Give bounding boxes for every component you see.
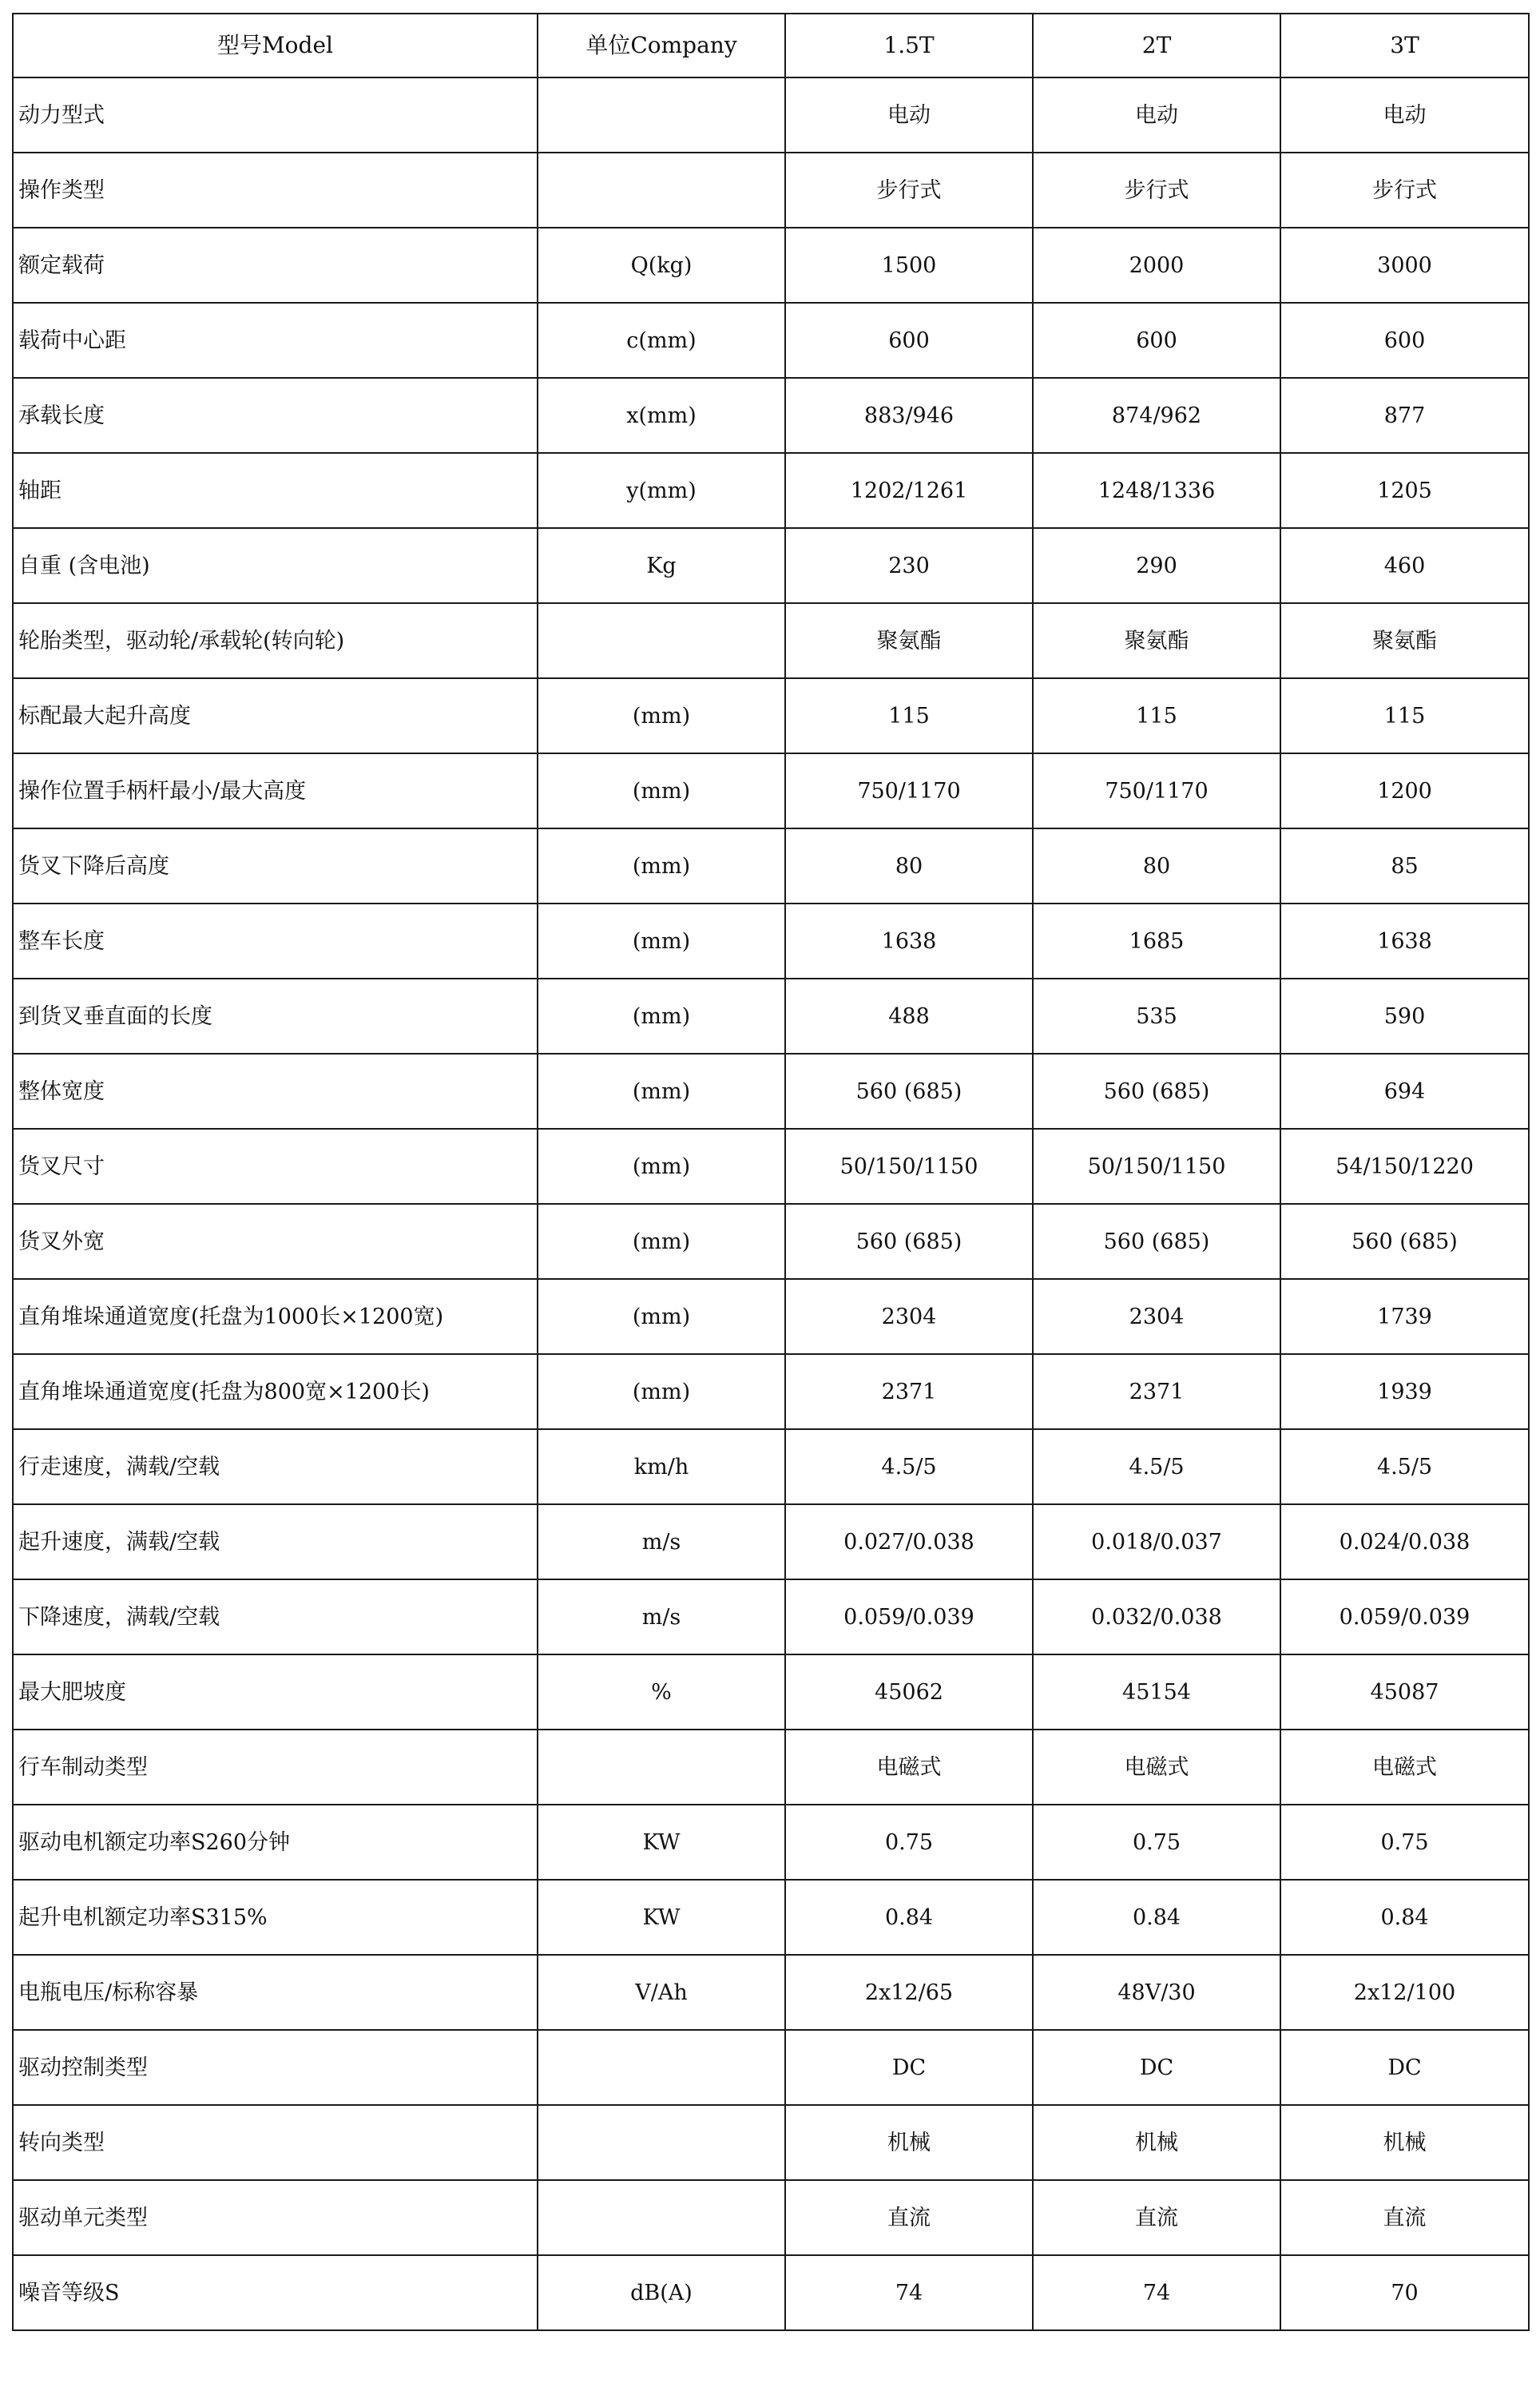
spec-name: 额定载荷 [13, 228, 538, 303]
spec-name: 整体宽度 [13, 1054, 538, 1129]
spec-value-model-2: 48V/30 [1033, 1955, 1280, 2030]
spec-name: 转向类型 [13, 2105, 538, 2180]
spec-row [13, 378, 1529, 453]
spec-row [13, 1054, 1529, 1129]
spec-unit: (mm) [538, 753, 785, 828]
spec-unit: (mm) [538, 1129, 785, 1204]
spec-value-model-1: 1202/1261 [785, 453, 1033, 528]
spec-value-model-2: 1685 [1033, 904, 1280, 979]
spec-value-model-3: 0.059/0.039 [1280, 1579, 1529, 1654]
spec-row [13, 1579, 1529, 1654]
spec-row [13, 303, 1529, 378]
spec-unit: (mm) [538, 1279, 785, 1354]
header-model-1: 1.5T [785, 14, 1033, 77]
spec-value-model-2: 0.75 [1033, 1805, 1280, 1880]
spec-value-model-2: 115 [1033, 678, 1280, 753]
spec-value-model-1: 560 (685) [785, 1054, 1033, 1129]
spec-value-model-1: 0.84 [785, 1880, 1033, 1955]
spec-value-model-3: 直流 [1280, 2180, 1529, 2255]
spec-value-model-1: 电动 [785, 77, 1033, 153]
spec-value-model-2: 2000 [1033, 228, 1280, 303]
spec-row [13, 528, 1529, 603]
spec-unit: y(mm) [538, 453, 785, 528]
spec-value-model-3: 590 [1280, 979, 1529, 1054]
spec-value-model-1: 115 [785, 678, 1033, 753]
spec-row [13, 1279, 1529, 1354]
spec-row [13, 1730, 1529, 1805]
spec-value-model-3: 85 [1280, 828, 1529, 904]
spec-value-model-1: 45062 [785, 1654, 1033, 1730]
spec-value-model-2: 80 [1033, 828, 1280, 904]
spec-value-model-1: 0.027/0.038 [785, 1504, 1033, 1579]
spec-value-model-1: 1638 [785, 904, 1033, 979]
spec-value-model-1: 50/150/1150 [785, 1129, 1033, 1204]
spec-unit [538, 2030, 785, 2105]
spec-row [13, 603, 1529, 678]
spec-value-model-2: 电磁式 [1033, 1730, 1280, 1805]
header-row [13, 14, 1529, 77]
spec-value-model-1: 560 (685) [785, 1204, 1033, 1279]
spec-value-model-3: 2x12/100 [1280, 1955, 1529, 2030]
spec-row [13, 828, 1529, 904]
spec-unit: KW [538, 1880, 785, 1955]
spec-value-model-1: 步行式 [785, 153, 1033, 228]
spec-unit: KW [538, 1805, 785, 1880]
spec-name: 起升电机额定功率S315% [13, 1880, 538, 1955]
spec-name: 承载长度 [13, 378, 538, 453]
spec-unit: % [538, 1654, 785, 1730]
spec-row [13, 1429, 1529, 1504]
spec-name: 行走速度，满载/空载 [13, 1429, 538, 1504]
spec-value-model-3: 机械 [1280, 2105, 1529, 2180]
spec-unit: (mm) [538, 1054, 785, 1129]
spec-name: 到货叉垂直面的长度 [13, 979, 538, 1054]
spec-row [13, 1955, 1529, 2030]
spec-value-model-3: 560 (685) [1280, 1204, 1529, 1279]
spec-name: 操作位置手柄杆最小/最大高度 [13, 753, 538, 828]
spec-value-model-1: 2304 [785, 1279, 1033, 1354]
spec-value-model-3: 115 [1280, 678, 1529, 753]
spec-value-model-3: 45087 [1280, 1654, 1529, 1730]
spec-unit: (mm) [538, 1204, 785, 1279]
spec-name: 噪音等级S [13, 2255, 538, 2330]
spec-name: 轮胎类型，驱动轮/承载轮(转向轮) [13, 603, 538, 678]
spec-value-model-3: 1739 [1280, 1279, 1529, 1354]
spec-name: 电瓶电压/标称容暴 [13, 1955, 538, 2030]
spec-name: 驱动单元类型 [13, 2180, 538, 2255]
spec-value-model-2: 直流 [1033, 2180, 1280, 2255]
spec-row [13, 1504, 1529, 1579]
spec-value-model-2: DC [1033, 2030, 1280, 2105]
spec-name: 自重 (含电池) [13, 528, 538, 603]
spec-row [13, 2030, 1529, 2105]
spec-value-model-1: 2371 [785, 1354, 1033, 1429]
spec-value-model-2: 机械 [1033, 2105, 1280, 2180]
spec-name: 下降速度，满载/空载 [13, 1579, 538, 1654]
spec-unit: Kg [538, 528, 785, 603]
spec-value-model-1: 74 [785, 2255, 1033, 2330]
spec-value-model-1: 0.75 [785, 1805, 1033, 1880]
spec-value-model-3: 1939 [1280, 1354, 1529, 1429]
spec-name: 动力型式 [13, 77, 538, 153]
spec-value-model-2: 2371 [1033, 1354, 1280, 1429]
spec-value-model-3: 694 [1280, 1054, 1529, 1129]
spec-row [13, 1204, 1529, 1279]
spec-value-model-2: 560 (685) [1033, 1204, 1280, 1279]
spec-unit: (mm) [538, 979, 785, 1054]
spec-row [13, 2180, 1529, 2255]
spec-value-model-2: 874/962 [1033, 378, 1280, 453]
spec-name: 货叉尺寸 [13, 1129, 538, 1204]
spec-value-model-2: 4.5/5 [1033, 1429, 1280, 1504]
spec-name: 驱动电机额定功率S260分钟 [13, 1805, 538, 1880]
spec-value-model-2: 电动 [1033, 77, 1280, 153]
spec-unit [538, 2180, 785, 2255]
spec-value-model-1: 4.5/5 [785, 1429, 1033, 1504]
spec-row [13, 979, 1529, 1054]
spec-value-model-1: 电磁式 [785, 1730, 1033, 1805]
spec-value-model-3: 0.024/0.038 [1280, 1504, 1529, 1579]
spec-row [13, 1805, 1529, 1880]
spec-row [13, 1354, 1529, 1429]
spec-table-body [13, 14, 1529, 2330]
spec-name: 操作类型 [13, 153, 538, 228]
spec-row [13, 678, 1529, 753]
spec-name: 货叉外宽 [13, 1204, 538, 1279]
spec-value-model-3: 电动 [1280, 77, 1529, 153]
spec-name: 轴距 [13, 453, 538, 528]
spec-value-model-1: 230 [785, 528, 1033, 603]
spec-unit: V/Ah [538, 1955, 785, 2030]
spec-value-model-1: 机械 [785, 2105, 1033, 2180]
spec-value-model-2: 0.032/0.038 [1033, 1579, 1280, 1654]
spec-name: 起升速度，满载/空载 [13, 1504, 538, 1579]
spec-row [13, 904, 1529, 979]
spec-value-model-2: 1248/1336 [1033, 453, 1280, 528]
spec-value-model-3: 54/150/1220 [1280, 1129, 1529, 1204]
spec-value-model-2: 74 [1033, 2255, 1280, 2330]
spec-unit: km/h [538, 1429, 785, 1504]
spec-unit: c(mm) [538, 303, 785, 378]
spec-value-model-3: 1638 [1280, 904, 1529, 979]
spec-unit [538, 77, 785, 153]
spec-value-model-1: 750/1170 [785, 753, 1033, 828]
spec-value-model-3: 1200 [1280, 753, 1529, 828]
spec-value-model-2: 560 (685) [1033, 1054, 1280, 1129]
spec-name: 载荷中心距 [13, 303, 538, 378]
spec-value-model-3: 电磁式 [1280, 1730, 1529, 1805]
spec-name: 整车长度 [13, 904, 538, 979]
spec-unit: Q(kg) [538, 228, 785, 303]
spec-value-model-2: 290 [1033, 528, 1280, 603]
spec-value-model-3: DC [1280, 2030, 1529, 2105]
spec-value-model-3: 3000 [1280, 228, 1529, 303]
spec-table [12, 13, 1530, 2331]
spec-value-model-1: DC [785, 2030, 1033, 2105]
spec-name: 标配最大起升高度 [13, 678, 538, 753]
spec-value-model-2: 535 [1033, 979, 1280, 1054]
spec-unit [538, 153, 785, 228]
spec-row [13, 1129, 1529, 1204]
spec-value-model-2: 聚氨酯 [1033, 603, 1280, 678]
spec-name: 货叉下降后高度 [13, 828, 538, 904]
spec-value-model-2: 750/1170 [1033, 753, 1280, 828]
spec-value-model-3: 步行式 [1280, 153, 1529, 228]
spec-value-model-3: 聚氨酯 [1280, 603, 1529, 678]
spec-value-model-3: 460 [1280, 528, 1529, 603]
spec-row [13, 1880, 1529, 1955]
spec-value-model-2: 步行式 [1033, 153, 1280, 228]
header-model: 型号Model [13, 14, 538, 77]
spec-value-model-1: 1500 [785, 228, 1033, 303]
spec-unit: (mm) [538, 1354, 785, 1429]
spec-unit: (mm) [538, 904, 785, 979]
spec-unit: x(mm) [538, 378, 785, 453]
spec-row [13, 228, 1529, 303]
spec-value-model-2: 0.84 [1033, 1880, 1280, 1955]
spec-name: 直角堆垛通道宽度(托盘为800宽×1200长) [13, 1354, 538, 1429]
spec-value-model-3: 0.75 [1280, 1805, 1529, 1880]
spec-row [13, 153, 1529, 228]
spec-value-model-1: 0.059/0.039 [785, 1579, 1033, 1654]
spec-value-model-2: 600 [1033, 303, 1280, 378]
spec-name: 直角堆垛通道宽度(托盘为1000长×1200宽) [13, 1279, 538, 1354]
spec-unit: m/s [538, 1504, 785, 1579]
spec-value-model-1: 80 [785, 828, 1033, 904]
header-model-2: 2T [1033, 14, 1280, 77]
spec-value-model-1: 488 [785, 979, 1033, 1054]
spec-name: 行车制动类型 [13, 1730, 538, 1805]
spec-row [13, 77, 1529, 153]
spec-value-model-1: 2x12/65 [785, 1955, 1033, 2030]
spec-unit: (mm) [538, 828, 785, 904]
spec-row [13, 753, 1529, 828]
spec-unit [538, 2105, 785, 2180]
spec-value-model-1: 直流 [785, 2180, 1033, 2255]
header-unit: 单位Company [538, 14, 785, 77]
spec-unit [538, 1730, 785, 1805]
spec-unit: m/s [538, 1579, 785, 1654]
spec-value-model-3: 4.5/5 [1280, 1429, 1529, 1504]
spec-value-model-1: 600 [785, 303, 1033, 378]
spec-row [13, 2105, 1529, 2180]
spec-unit: (mm) [538, 678, 785, 753]
spec-name: 驱动控制类型 [13, 2030, 538, 2105]
spec-value-model-2: 0.018/0.037 [1033, 1504, 1280, 1579]
spec-unit: dB(A) [538, 2255, 785, 2330]
spec-value-model-3: 877 [1280, 378, 1529, 453]
spec-value-model-3: 0.84 [1280, 1880, 1529, 1955]
header-model-3: 3T [1280, 14, 1529, 77]
spec-value-model-2: 45154 [1033, 1654, 1280, 1730]
spec-row [13, 453, 1529, 528]
spec-row [13, 2255, 1529, 2330]
spec-value-model-2: 2304 [1033, 1279, 1280, 1354]
spec-value-model-1: 883/946 [785, 378, 1033, 453]
spec-value-model-3: 1205 [1280, 453, 1529, 528]
spec-value-model-1: 聚氨酯 [785, 603, 1033, 678]
spec-name: 最大肥坡度 [13, 1654, 538, 1730]
spec-value-model-3: 70 [1280, 2255, 1529, 2330]
spec-row [13, 1654, 1529, 1730]
spec-value-model-2: 50/150/1150 [1033, 1129, 1280, 1204]
spec-unit [538, 603, 785, 678]
spec-value-model-3: 600 [1280, 303, 1529, 378]
